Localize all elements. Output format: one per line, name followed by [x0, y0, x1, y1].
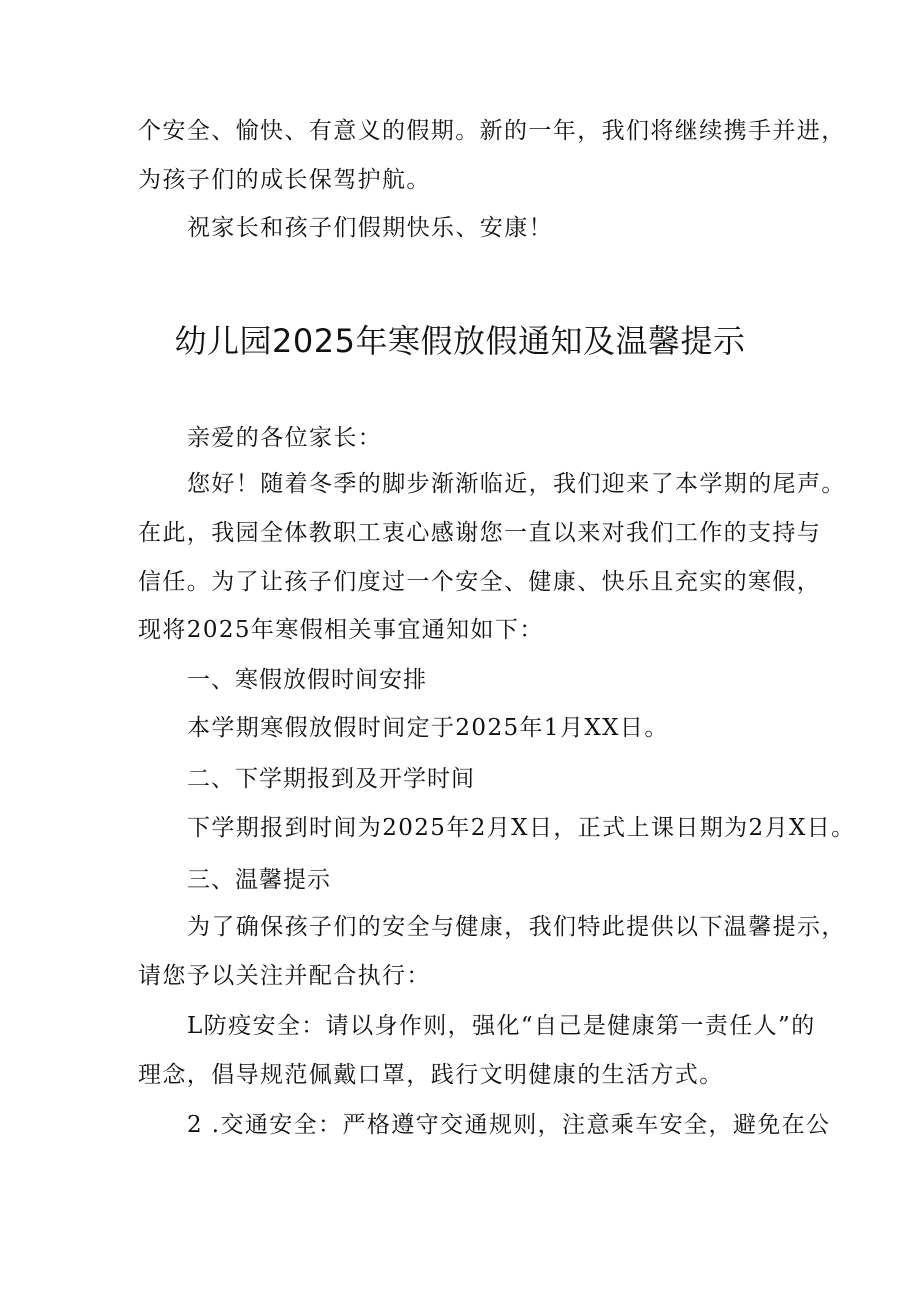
section-2-heading: 二、下学期报到及开学时间	[187, 766, 475, 792]
section-1-text: 本学期寒假放假时间定于2025年1月XX日。	[187, 715, 669, 741]
section-2-text: 下学期报到时间为2025年2月X日，正式上课日期为2月X日。	[187, 815, 856, 841]
intro-line-2: 为孩子们的成长保驾护航。	[138, 167, 431, 193]
section-3-heading: 三、温馨提示	[187, 867, 331, 893]
section-1-heading: 一、寒假放假时间安排	[187, 667, 427, 693]
section-3-intro-line-2: 请您予以关注并配合执行：	[138, 963, 431, 989]
intro-line-1: 个安全、愉快、有意义的假期。新的一年，我们将继续携手并进，	[138, 118, 846, 144]
closing-wish: 祝家长和孩子们假期快乐、安康！	[187, 215, 553, 241]
item-1-line-2: 理念，倡导规范佩戴口罩，践行文明健康的生活方式。	[138, 1062, 724, 1088]
paragraph-1-line-2: 在此，我园全体教职工衷心感谢您一直以来对我们工作的支持与	[138, 520, 822, 546]
notice-title: 幼儿园2025年寒假放假通知及温馨提示	[174, 322, 746, 360]
paragraph-1-line-3: 信任。为了让孩子们度过一个安全、健康、快乐且充实的寒假，	[138, 569, 822, 595]
paragraph-1-line-4: 现将2025年寒假相关事宜通知如下：	[138, 617, 544, 643]
item-1-line-1: L防疫安全：请以身作则，强化“自己是健康第一责任人”的	[187, 1013, 816, 1039]
item-2-line-1: 2 .交通安全：严格遵守交通规则，注意乘车安全，避免在公	[187, 1112, 831, 1138]
section-3-intro-line-1: 为了确保孩子们的安全与健康，我们特此提供以下温馨提示，	[187, 914, 846, 940]
paragraph-1-line-1: 您好！随着冬季的脚步渐渐临近，我们迎来了本学期的尾声。	[187, 471, 846, 497]
greeting: 亲爱的各位家长：	[187, 425, 383, 451]
